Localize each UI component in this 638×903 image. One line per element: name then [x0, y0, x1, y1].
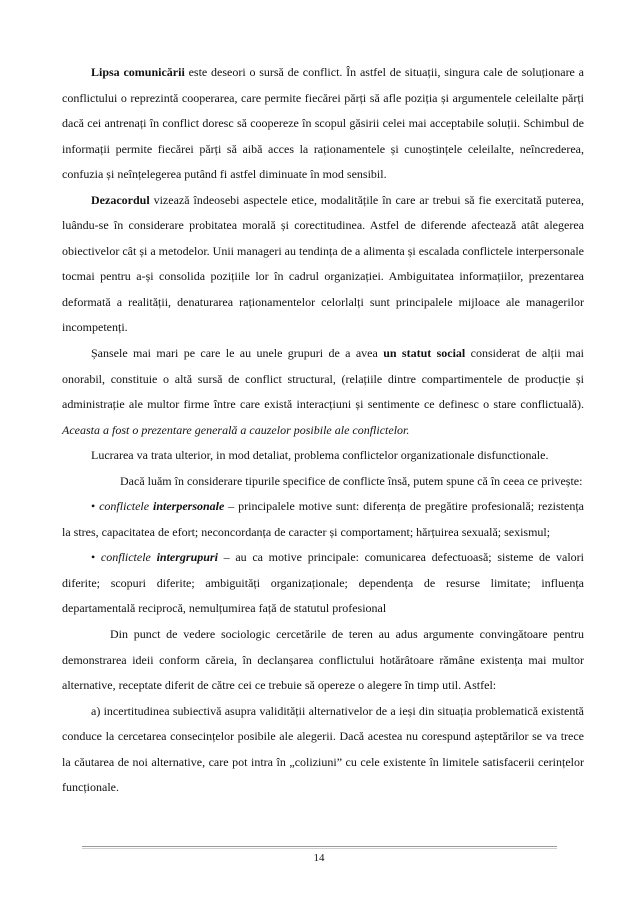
footer-divider: [82, 846, 557, 847]
paragraph-tipuri-conflicte: Dacă luăm în considerare tipurile specifice de conflicte însă, putem spune că în ceea ce privește:: [120, 473, 583, 488]
bullet-italic: conflictele: [100, 550, 157, 565]
bullet-text: – principalele motive sunt: diferența de pregătire profesională; rezistența la stres, capacitatea de efort; neconcordanța de caracter și comportament; hărțuirea sexuală; sexismul;: [62, 499, 584, 539]
paragraph-incertitudinea: a) incertitudinea subiectivă asupra validității alternativelor de a ieși din situația problematică existentă conduce la cercetarea consecințelor posibile ale alegerii. Dacă acestea nu corespund așteptărilor se va trece la căutarea de noi alternative, care pot intra în „coliziuni” cu cele existente în limitele satisfacerii cerințelor funcționale.: [62, 703, 584, 795]
term-statut-social: un statut social: [383, 346, 466, 361]
bullet-italic: conflictele: [99, 499, 153, 514]
paragraph-text: este deseori o sursă de conflict. În astfel de situații, singura cale de soluționare a conflictului o reprezintă cooperarea, care permite fiecărei părți să afle poziția și argumentele celeilalte părți dacă cei antrenați în conflict doresc să coopereze în scopul găsirii celei mai acceptabile soluții. Schimbul de informații permite fiecărei părți să aibă acces la raționamentele și cunoștințele celeilalte, neîncrederea, confuzia și neînțelegerea putând fi astfel diminuate în mod sensibil.: [62, 65, 584, 182]
bullet-interpersonale: [62, 494, 584, 545]
bullet-text: – au ca motive principale: comunicarea defectuoasă; sisteme de valori diferite; scopuri diferite; ambiguități organizaționale; dependența de resurse limitate; influența departamentală reciprocă, nemulțumirea față de statutul profesional: [62, 550, 585, 616]
term-lipsa-comunicarii: Lipsa comunicării: [91, 65, 185, 79]
paragraph-sansele: [62, 341, 584, 443]
footer-divider-secondary: [82, 848, 557, 849]
body-text: [62, 60, 584, 801]
term-intergrupuri: intergrupuri: [156, 550, 218, 565]
paragraph-sociologic: Din punct de vedere sociologic cercetările de teren au adus argumente convingătoare pentru demonstrarea ideii conform căreia, în declanșarea conflictului hotărâtoare rămâne existența mai multor alternative, receptate diferit de către cei ce trebuie să opereze o alegere în timp util. Astfel:: [62, 627, 584, 693]
term-dezacordul: Dezacordul: [91, 192, 150, 207]
italic-summary: Aceasta a fost o prezentare generală a cauzelor posibile ale conflictelor.: [62, 422, 410, 437]
bullet-marker: •: [91, 499, 96, 514]
paragraph-text: Șansele mai mari pe care le au unele grupuri de a avea: [91, 346, 384, 361]
page-number: 14: [313, 852, 325, 864]
paragraph-dezacordul: [62, 188, 584, 341]
paragraph-lucrarea: Lucrarea va trata ulterior, in mod detaliat, problema conflictelor organizationale disfunctionale.: [91, 448, 549, 463]
bullet-intergrupuri: [62, 545, 584, 622]
bullet-marker: •: [91, 550, 96, 565]
paragraph-lipsa-comunicarii: [62, 60, 584, 188]
paragraph-text: considerat de alții mai onorabil, constituie o altă sursă de conflict structural, (relațiile dintre compartimentele de producție și administrație ale multor firme între care există interacțiuni și sentimente ce definesc o stare conflictuală).: [62, 346, 585, 412]
paragraph-text: vizează îndeosebi aspectele etice, modalitățile în care ar trebui să fie exercitată puterea, luându-se în considerare probitatea morală și corectitudinea. Astfel de diferende afectează atât alegerea obiectivelor cât și a metodelor. Unii manageri au tendința de a alimenta și escalada conflictele interpersonale tocmai pentru a-și consolida pozițiile lor în cadrul organizației. Ambiguitatea informațiilor, prezentarea deformată a realității, denaturarea raționamentelor celorlalți sunt principalele mijloace ale managerilor incompetenți.: [62, 192, 584, 335]
term-interpersonale: interpersonale: [153, 499, 225, 514]
